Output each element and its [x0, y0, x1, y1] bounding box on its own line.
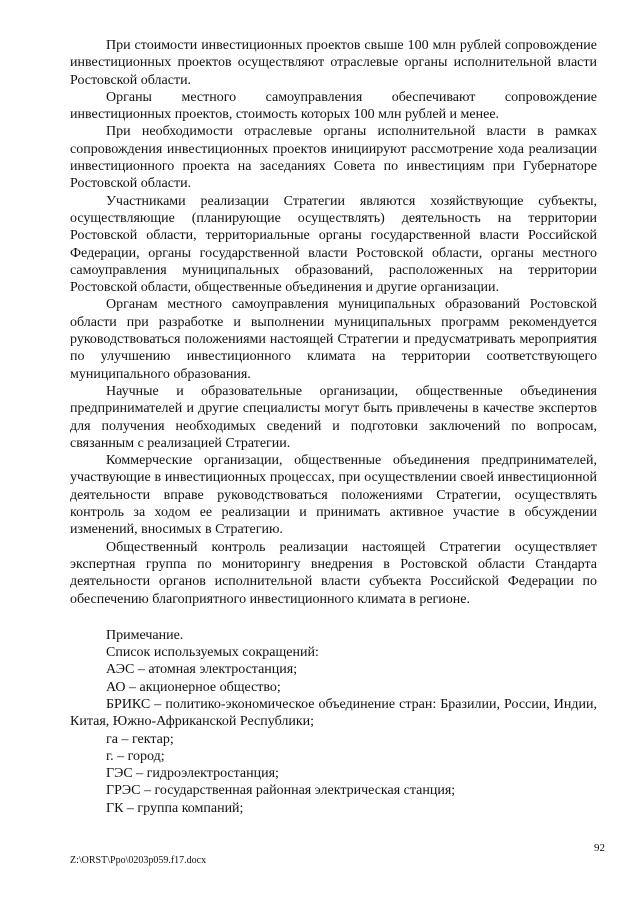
abbreviation-item: АО – акционерное общество; [106, 679, 281, 695]
abbreviation-item: БРИКС – политико-экономическое объединение стран: Бразилии, России, Индии, Китая, Южно-Африканской Республики; [70, 696, 597, 730]
abbreviation-item: ГЭС – гидроэлектростанция; [106, 766, 279, 782]
paragraph: Коммерческие организации, общественные объединения предпринимателей, участвующие в инвестиционных процессах, при осуществлении своей инвестиционной деятельности вправе руководствоваться положениями Стратегии, осуществлять контроль за ходом ее реализации и принимать активное участие в обсуждении изменений, вносимых в Стратегию. [70, 453, 597, 538]
file-path: Z:\ORST\Ppo\0203p059.f17.docx [70, 855, 207, 866]
paragraph: При необходимости отраслевые органы исполнительной власти в рамках сопровождения инвестиционных проектов инициируют рассмотрение хода реализации инвестиционного проекта на заседаниях Совета по инвестициям при Губернаторе Ростовской области. [70, 124, 597, 192]
page-number: 92 [594, 842, 605, 854]
abbreviation-item: г. – город; [106, 748, 165, 764]
abbreviation-item: га – гектар; [106, 731, 174, 747]
abbreviations-intro: Список используемых сокращений: [106, 645, 319, 661]
document-body [70, 37, 597, 817]
abbreviation-item: ГРЭС – государственная районная электрическая станция; [106, 783, 456, 799]
paragraph: Научные и образовательные организации, общественные объединения предпринимателей и другие специалисты могут быть привлечены в качестве экспертов для получения необходимых сведений и подготовки заключений по вопросам, связанным с реализацией Стратегии. [70, 383, 597, 451]
abbreviations-section [70, 627, 597, 817]
note-heading: Примечание. [106, 627, 184, 643]
abbreviation-item: АЭС – атомная электростанция; [106, 662, 298, 678]
paragraph: Участниками реализации Стратегии являются хозяйствующие субъекты, осуществляющие (планирующие осуществлять) деятельность на территории Ростовской области, территориальные органы государственной власти Российской Федерации, органы государственной власти Ростовской области, органы местного самоуправления муниципальных образований, расположенных на территории Ростовской области, общественные объединения и другие организации. [70, 193, 597, 296]
abbreviation-item: ГК – группа компаний; [106, 800, 244, 816]
paragraph: Органы местного самоуправления обеспечивают сопровождение инвестиционных проектов, стоимость которых 100 млн рублей и менее. [70, 89, 597, 123]
paragraph: Общественный контроль реализации настоящей Стратегии осуществляет экспертная группа по мониторингу внедрения в Ростовской области Стандарта деятельности органов исполнительной власти субъекта Российской Федерации по обеспечению благоприятного инвестиционного климата в регионе. [70, 539, 597, 607]
paragraph: Органам местного самоуправления муниципальных образований Ростовской области при разработке и выполнении муниципальных программ рекомендуется руководствоваться положениями настоящей Стратегии и предусматривать мероприятия по улучшению инвестиционного климата на территории соответствующего муниципального образования. [70, 297, 597, 382]
paragraph: При стоимости инвестиционных проектов свыше 100 млн рублей сопровождение инвестиционных проектов осуществляют отраслевые органы исполнительной власти Ростовской области. [70, 38, 597, 88]
